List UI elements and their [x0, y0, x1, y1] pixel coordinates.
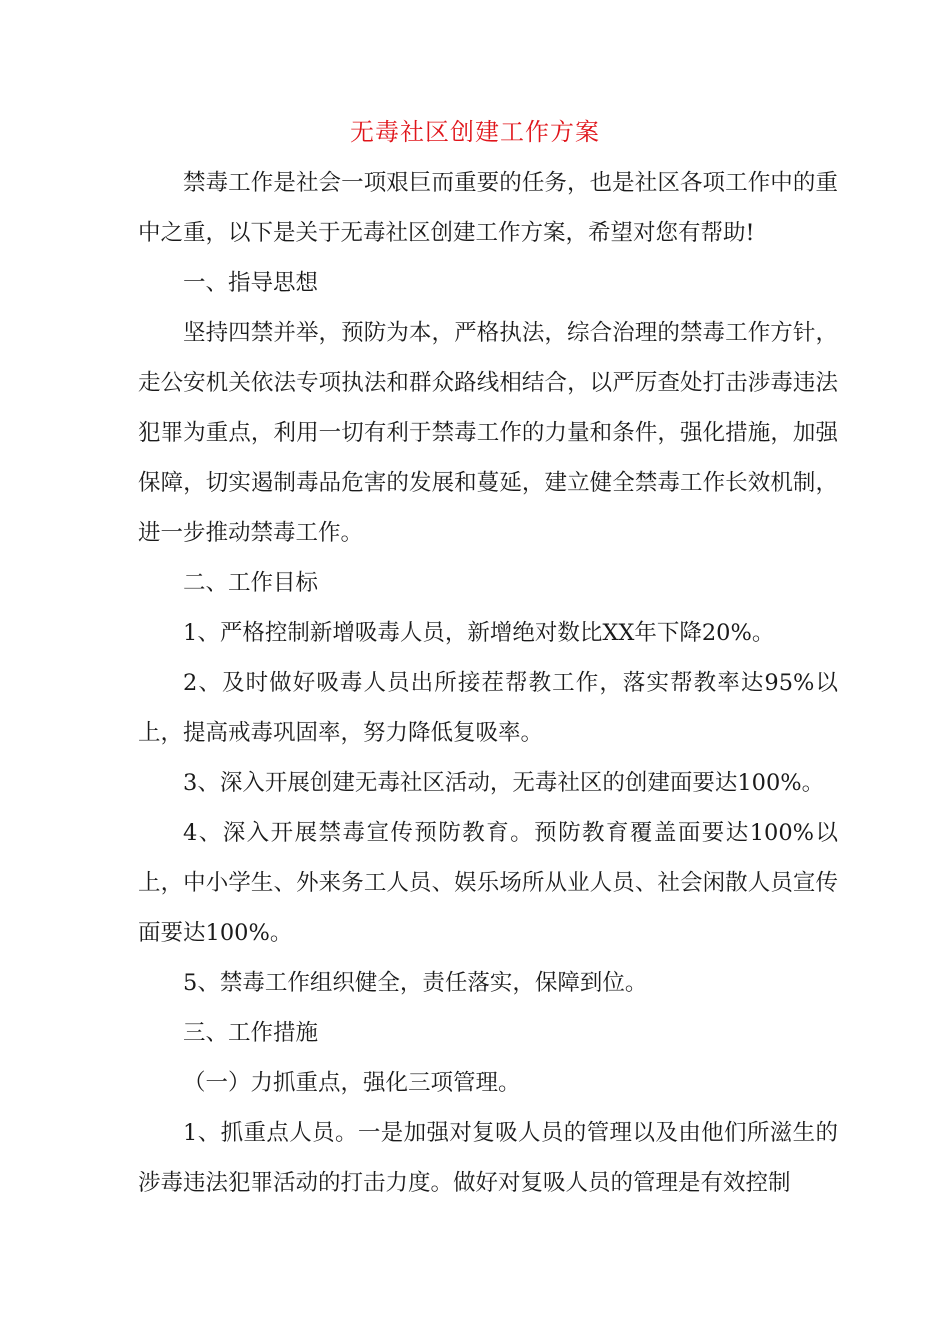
measure-item-1: 1、抓重点人员。一是加强对复吸人员的管理以及由他们所滋生的涉毒违法犯罪活动的打击力度。做好对复吸人员的管理是有效控制 — [138, 1120, 838, 1196]
goal-item-4: 4、深入开展禁毒宣传预防教育。预防教育覆盖面要达100%以上，中小学生、外来务工人员、娱乐场所从业人员、社会闲散人员宣传面要达100%。 — [138, 820, 838, 946]
goal-item-3: 3、深入开展创建无毒社区活动，无毒社区的创建面要达100%。 — [183, 770, 825, 796]
section-heading-work-goals: 二、工作目标 — [183, 570, 319, 596]
goal-item-1: 1、严格控制新增吸毒人员，新增绝对数比XX年下降20%。 — [183, 620, 775, 646]
goal-item-5: 5、禁毒工作组织健全，责任落实，保障到位。 — [183, 970, 648, 996]
subsection-heading-1: （一）力抓重点，强化三项管理。 — [183, 1070, 521, 1096]
section-heading-guiding-ideology: 一、指导思想 — [183, 270, 319, 296]
section-heading-work-measures: 三、工作措施 — [183, 1020, 319, 1046]
goal-item-2: 2、及时做好吸毒人员出所接茬帮教工作，落实帮教率达95%以上，提高戒毒巩固率，努力降低复吸率。 — [138, 670, 838, 746]
document-title: 无毒社区创建工作方案 — [350, 118, 600, 146]
paragraph-guiding-ideology: 坚持四禁并举，预防为本，严格执法，综合治理的禁毒工作方针，走公安机关依法专项执法和群众路线相结合，以严厉查处打击涉毒违法犯罪为重点，利用一切有利于禁毒工作的力量和条件，强化措施，加强保障，切实遏制毒品危害的发展和蔓延，建立健全禁毒工作长效机制，进一步推动禁毒工作。 — [138, 320, 838, 546]
intro-paragraph: 禁毒工作是社会一项艰巨而重要的任务，也是社区各项工作中的重中之重，以下是关于无毒社区创建工作方案，希望对您有帮助! — [138, 170, 838, 246]
document-body — [138, 158, 838, 1208]
